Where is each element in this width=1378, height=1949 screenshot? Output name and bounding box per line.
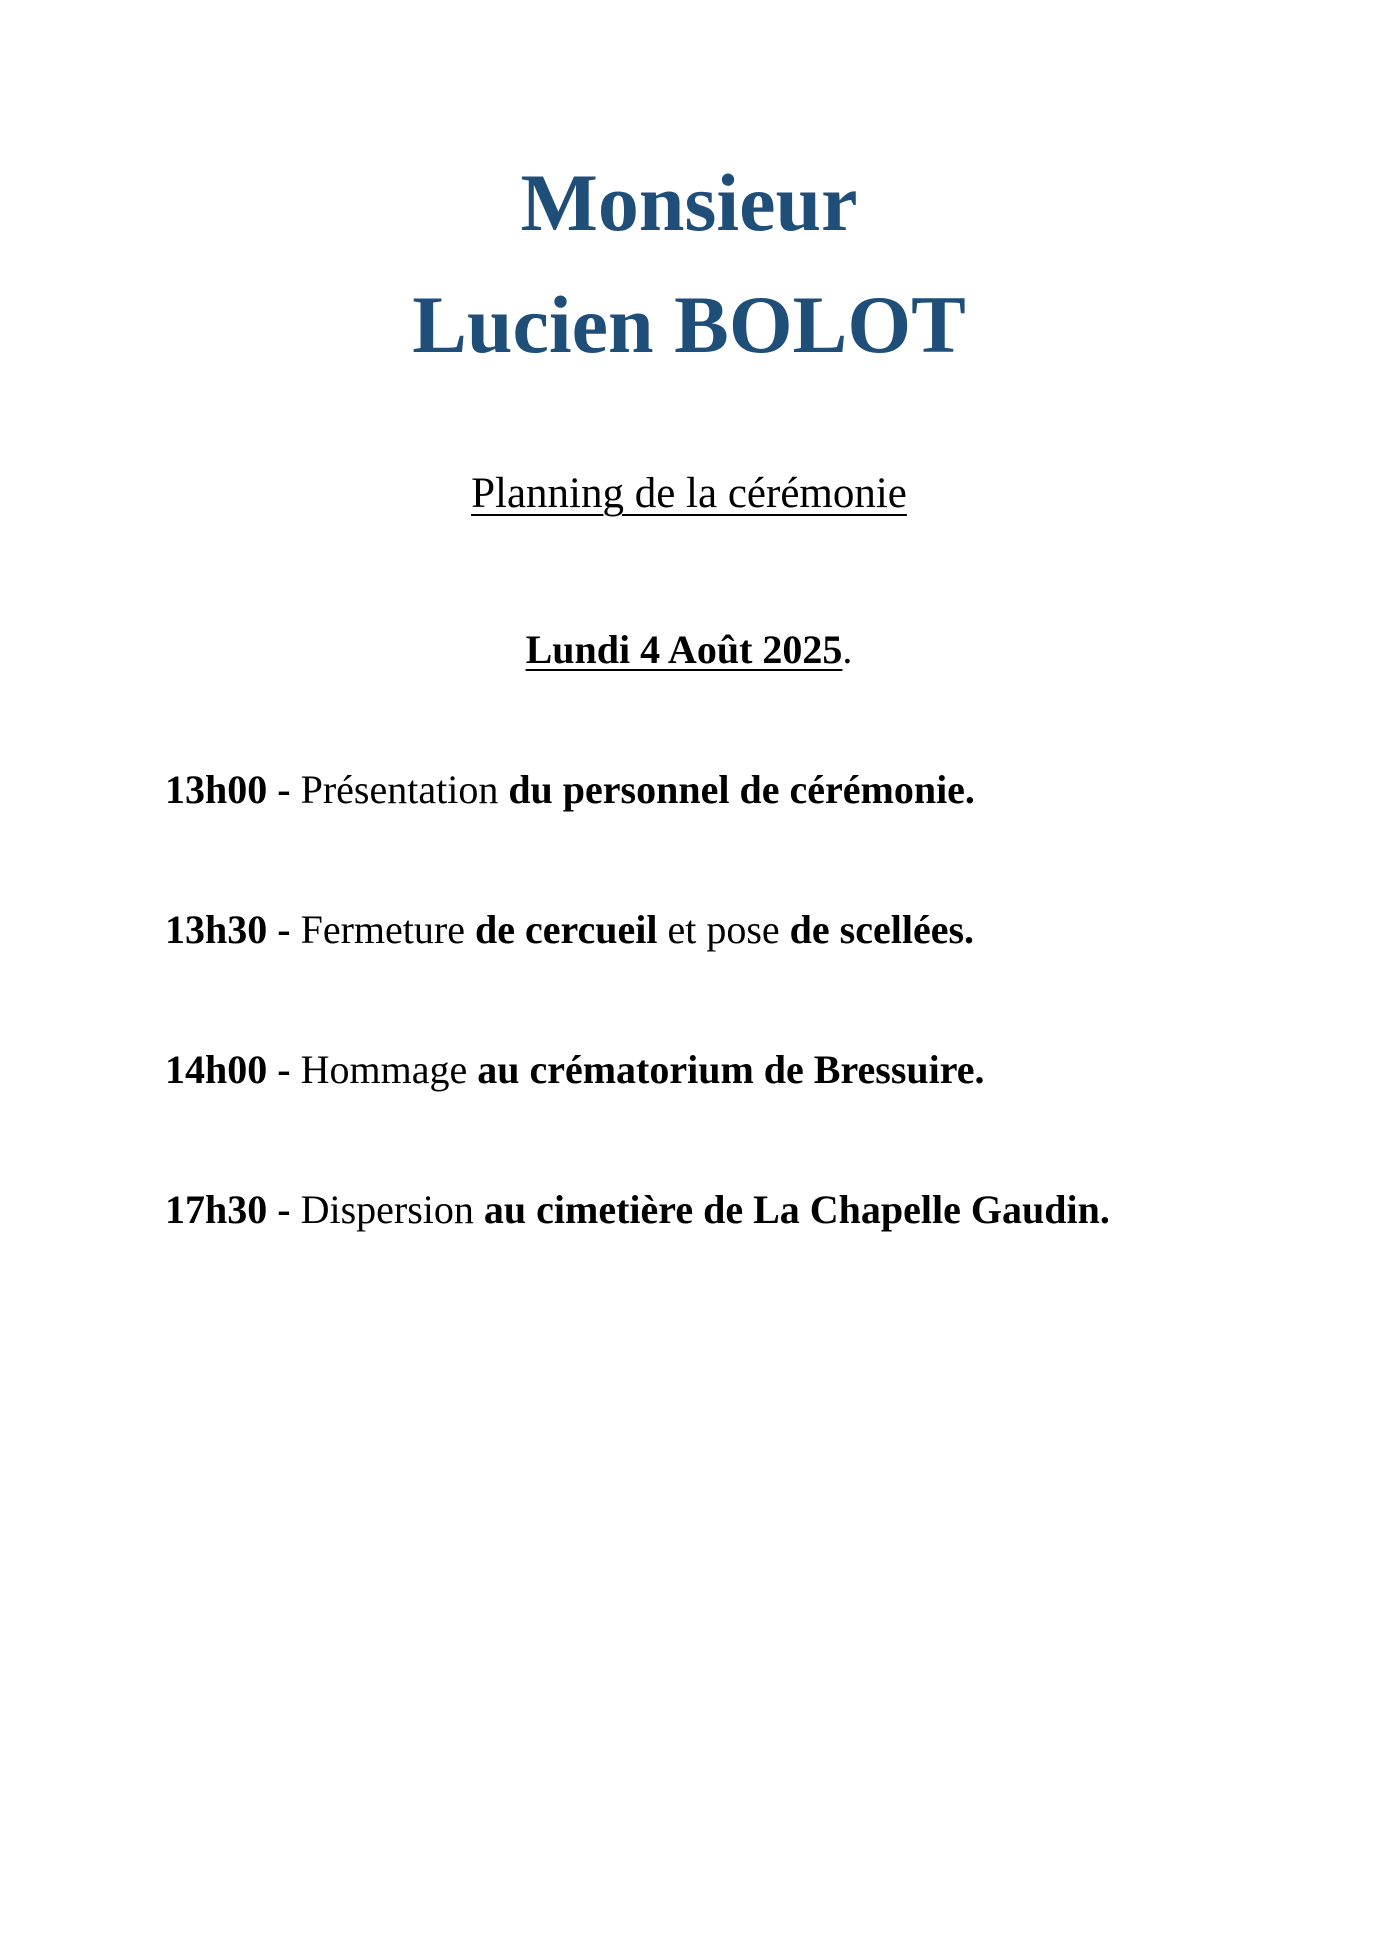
schedule-item — [165, 904, 1315, 956]
ceremony-date — [0, 624, 1378, 676]
deceased-name-heading — [0, 142, 1378, 386]
schedule-separator: - — [267, 1187, 301, 1232]
schedule-detail: au crématorium de Bressuire. — [467, 1047, 985, 1092]
schedule-time: 13h30 — [165, 907, 268, 952]
schedule-time: 17h30 — [165, 1187, 268, 1232]
title-line-1: Monsieur — [520, 157, 858, 248]
subtitle-text: Planning de la cérémonie — [471, 470, 907, 517]
schedule-item — [165, 1184, 1315, 1236]
schedule-list — [165, 764, 1315, 1324]
schedule-detail-2: de scellées. — [779, 907, 975, 952]
schedule-middle: et pose — [657, 907, 780, 952]
date-text: Lundi 4 Août 2025 — [525, 627, 843, 672]
schedule-separator: - — [267, 767, 301, 812]
title-line-2: Lucien BOLOT — [412, 279, 966, 370]
schedule-detail: au cimetière de La Chapelle Gaudin. — [473, 1187, 1110, 1232]
schedule-detail: de cercueil — [464, 907, 658, 952]
schedule-time: 13h00 — [165, 767, 268, 812]
schedule-item — [165, 764, 1315, 816]
schedule-separator: - — [267, 907, 301, 952]
schedule-activity: Hommage — [300, 1047, 468, 1092]
schedule-activity: Présentation — [300, 767, 499, 812]
schedule-activity: Dispersion — [300, 1187, 474, 1232]
schedule-activity: Fermeture — [300, 907, 465, 952]
schedule-separator: - — [267, 1047, 301, 1092]
schedule-detail: du personnel de cérémonie. — [498, 767, 975, 812]
schedule-time: 14h00 — [165, 1047, 268, 1092]
date-punctuation: . — [842, 627, 853, 672]
ceremony-planning-subtitle — [0, 466, 1378, 522]
schedule-item — [165, 1044, 1315, 1096]
